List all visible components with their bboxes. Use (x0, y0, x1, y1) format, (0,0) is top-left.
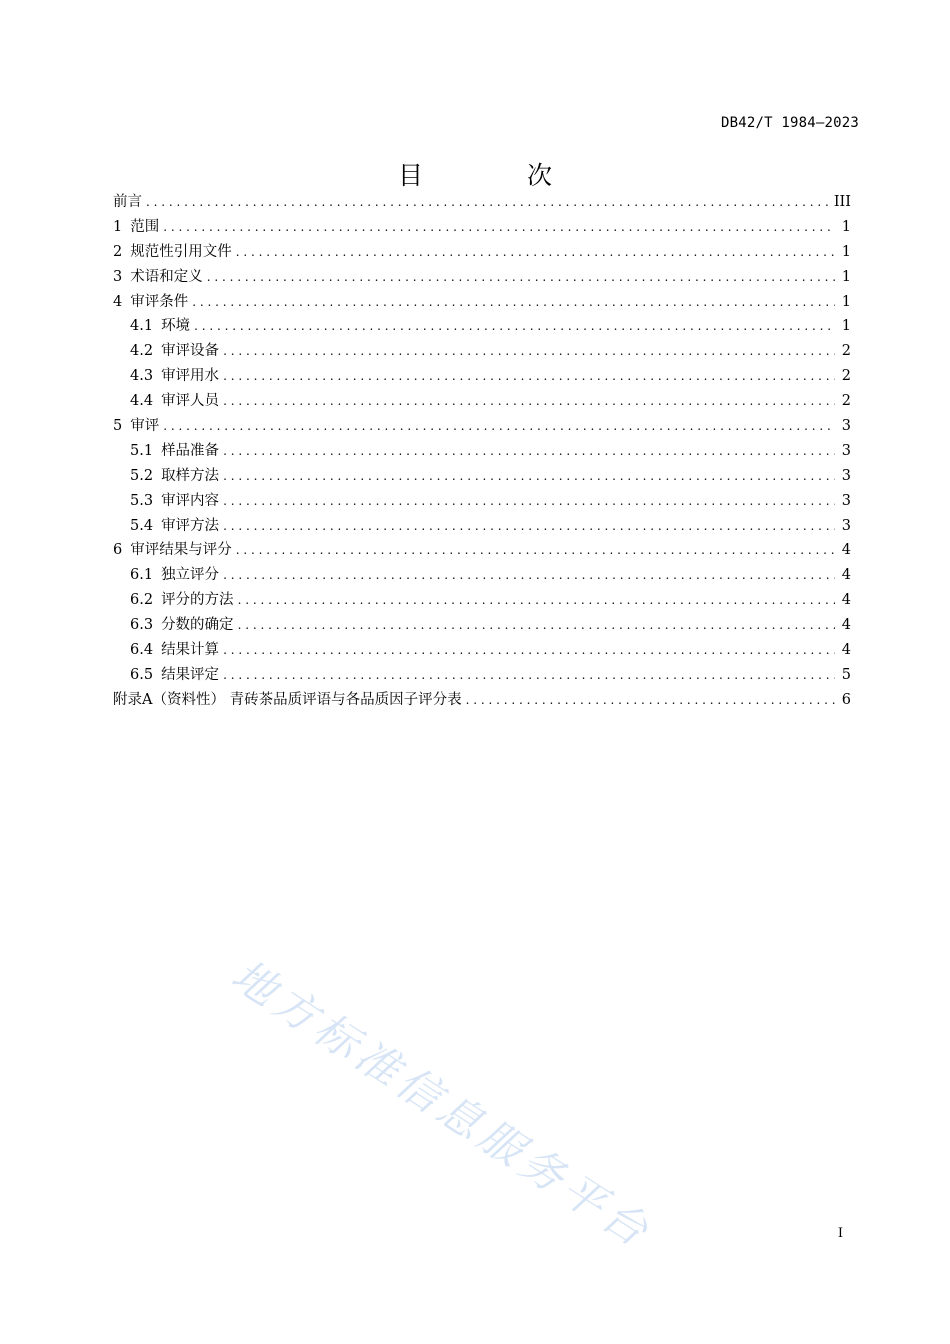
toc-entry-number: 6.3 (130, 617, 154, 634)
toc-entry-label: 范围 (130, 218, 160, 235)
toc-entry-number: 5.3 (130, 492, 154, 509)
toc-entry-evaluation-personnel[interactable] (113, 389, 851, 414)
toc-entry-page: 1 (841, 243, 851, 260)
toc-entry-normative-references[interactable] (113, 240, 851, 265)
toc-entry-label: 环境 (161, 318, 191, 335)
toc-entry-label: 术语和定义 (130, 268, 203, 285)
toc-entry-independent-scoring[interactable] (113, 563, 851, 588)
toc-entry-foreword[interactable] (113, 190, 851, 215)
toc-title: 目 次 (398, 161, 600, 190)
toc-entry-label: 审评人员 (161, 393, 220, 410)
toc-entry-page: III (833, 194, 851, 210)
toc-entry-label: 独立评分 (161, 567, 220, 584)
toc-entry-label: 附录A（资料性） 青砖茶品质评语与各品质因子评分表 (113, 691, 462, 708)
toc-entry-page: 4 (841, 617, 851, 634)
toc-entry-evaluation-conditions[interactable] (113, 290, 851, 315)
toc-entry-page: 3 (841, 492, 851, 509)
toc-entry-label: 审评条件 (130, 293, 189, 310)
toc-entry-page: 1 (841, 268, 851, 285)
toc-entry-page: 3 (841, 467, 851, 484)
toc-dot-leader (238, 588, 835, 613)
toc-dot-leader (238, 613, 835, 638)
toc-entry-label: 样品准备 (161, 442, 220, 459)
toc-entry-evaluation-water[interactable] (113, 364, 851, 389)
document-code: DB42/T 1984—2023 (720, 115, 859, 131)
toc-dot-leader (236, 538, 835, 563)
toc-dot-leader (223, 638, 835, 663)
toc-entry-result-assessment[interactable] (113, 663, 851, 688)
toc-entry-label: 结果评定 (161, 666, 220, 683)
toc-entry-number: 4.2 (130, 343, 154, 360)
toc-dot-leader (163, 414, 835, 439)
toc-entry-number: 5 (113, 418, 123, 435)
toc-entry-label: 审评方法 (161, 517, 220, 534)
toc-entry-page: 4 (841, 642, 851, 659)
toc-entry-page: 1 (841, 318, 851, 335)
page-number: I (837, 1226, 843, 1241)
toc-entry-terms-definitions[interactable] (113, 265, 851, 290)
toc-entry-page: 4 (841, 567, 851, 584)
toc-entry-number: 1 (113, 218, 123, 235)
toc-entry-page: 6 (841, 691, 851, 708)
toc-entry-label: 取样方法 (161, 467, 220, 484)
toc-dot-leader (223, 464, 835, 489)
toc-entry-evaluation-method[interactable] (113, 514, 851, 539)
toc-entry-number: 6.5 (130, 666, 154, 683)
toc-dot-leader (163, 215, 835, 240)
toc-entry-number: 5.1 (130, 442, 154, 459)
toc-entry-label: 规范性引用文件 (130, 243, 232, 260)
toc-dot-leader (236, 240, 835, 265)
toc-entry-result-calculation[interactable] (113, 638, 851, 663)
toc-entry-number: 6 (113, 542, 123, 559)
toc-entry-number: 4.3 (130, 368, 154, 385)
toc-entry-page: 4 (841, 542, 851, 559)
toc-dot-leader (223, 339, 835, 364)
toc-entry-number: 4.4 (130, 393, 154, 410)
toc-dot-leader (146, 190, 828, 215)
toc-entry-evaluation-equipment[interactable] (113, 339, 851, 364)
toc-entry-label: 审评设备 (161, 343, 220, 360)
toc-dot-leader (192, 290, 835, 315)
toc-dot-leader (223, 563, 835, 588)
toc-entry-score-determination[interactable] (113, 613, 851, 638)
toc-entry-number: 3 (113, 268, 123, 285)
toc-dot-leader (194, 314, 835, 339)
toc-dot-leader (466, 688, 835, 713)
toc-entry-environment[interactable] (113, 314, 851, 339)
toc-entry-label: 前言 (113, 194, 142, 210)
toc-entry-page: 5 (841, 666, 851, 683)
toc-entry-number: 5.2 (130, 467, 154, 484)
toc-entry-number: 5.4 (130, 517, 154, 534)
toc-entry-number: 4 (113, 293, 123, 310)
toc-entry-label: 审评内容 (161, 492, 220, 509)
toc-dot-leader (223, 489, 835, 514)
toc-entry-number: 6.2 (130, 592, 154, 609)
toc-entry-scope[interactable] (113, 215, 851, 240)
toc-dot-leader (223, 389, 835, 414)
toc-entry-page: 4 (841, 592, 851, 609)
toc-dot-leader (223, 663, 835, 688)
toc-entry-scoring-method[interactable] (113, 588, 851, 613)
table-of-contents (113, 190, 851, 713)
toc-entry-number: 4.1 (130, 318, 154, 335)
toc-entry-label: 分数的确定 (161, 617, 234, 634)
toc-entry-label: 审评结果与评分 (130, 542, 232, 559)
toc-dot-leader (223, 439, 835, 464)
toc-entry-page: 2 (841, 368, 851, 385)
toc-entry-number: 6.4 (130, 642, 154, 659)
toc-entry-page: 3 (841, 442, 851, 459)
toc-entry-label: 审评 (130, 418, 160, 435)
toc-entry-evaluation[interactable] (113, 414, 851, 439)
watermark: 地方标准信息服务平台 (222, 950, 661, 1260)
toc-entry-number: 2 (113, 243, 123, 260)
toc-entry-label: 结果计算 (161, 642, 220, 659)
toc-entry-number: 6.1 (130, 567, 154, 584)
toc-entry-sample-preparation[interactable] (113, 439, 851, 464)
toc-entry-page: 2 (841, 393, 851, 410)
toc-entry-results-scoring[interactable] (113, 538, 851, 563)
toc-entry-evaluation-content[interactable] (113, 489, 851, 514)
toc-entry-page: 1 (841, 218, 851, 235)
toc-entry-label: 审评用水 (161, 368, 220, 385)
toc-entry-appendix-a[interactable] (113, 688, 851, 713)
toc-entry-sampling-method[interactable] (113, 464, 851, 489)
toc-entry-page: 1 (841, 293, 851, 310)
toc-dot-leader (207, 265, 835, 290)
toc-entry-page: 3 (841, 418, 851, 435)
toc-dot-leader (223, 364, 835, 389)
toc-entry-label: 评分的方法 (161, 592, 234, 609)
toc-entry-page: 3 (841, 517, 851, 534)
toc-entry-page: 2 (841, 343, 851, 360)
toc-dot-leader (223, 514, 835, 539)
